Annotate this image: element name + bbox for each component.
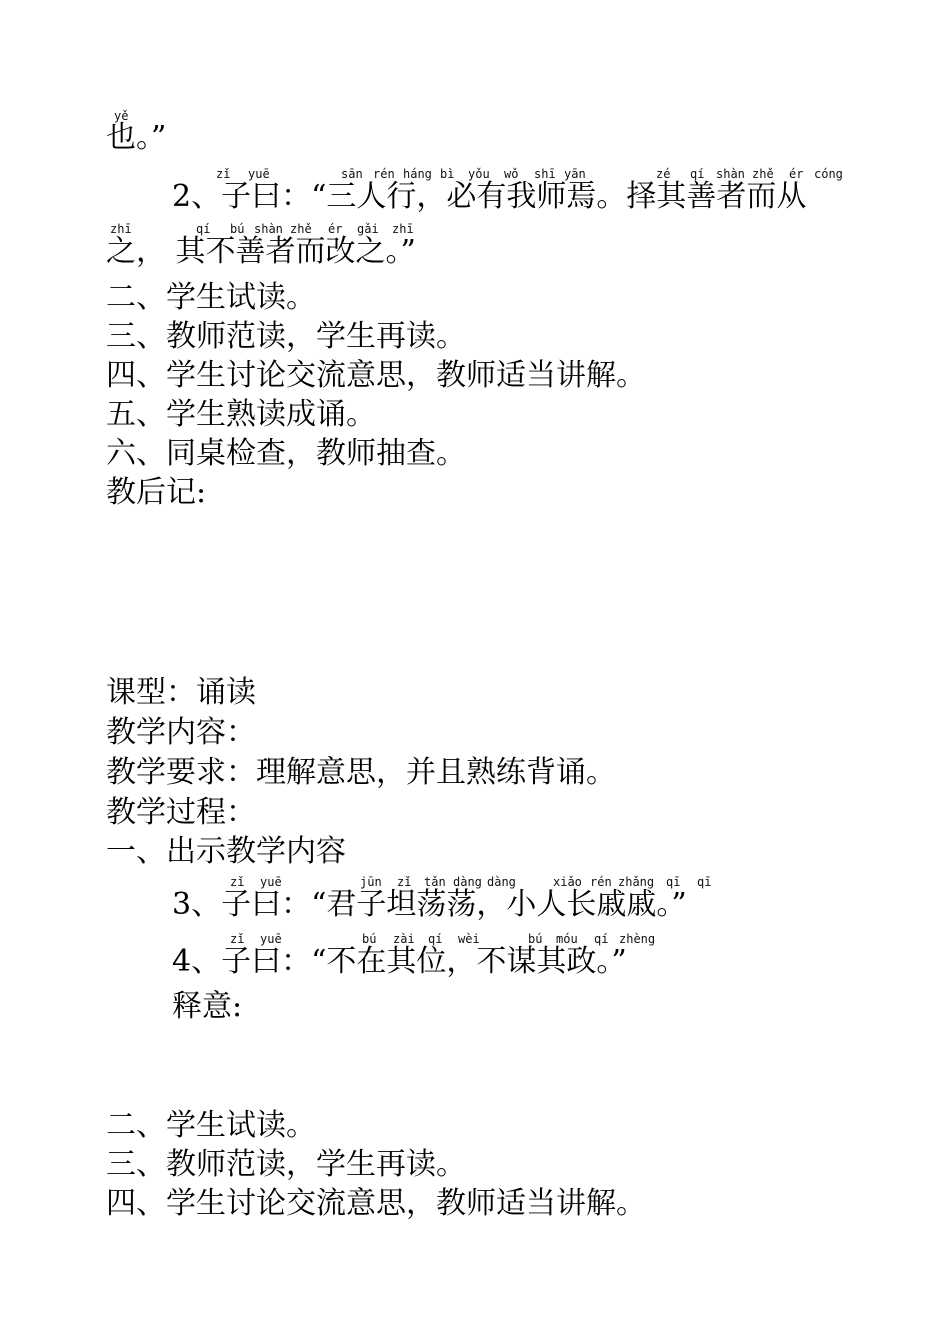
pinyin: yān [564, 167, 586, 181]
pinyin: zài [393, 932, 415, 946]
item2-line2: 之， 其不善者而改之。” [106, 234, 416, 269]
pinyin: qī [697, 875, 712, 889]
pinyin: yuē [260, 932, 282, 946]
pinyin: dàng [453, 875, 482, 889]
step-show-content: 一、出示教学内容 [106, 834, 346, 869]
step-recite: 五、学生熟读成诵。 [106, 397, 376, 432]
step-check: 六、同桌检查，教师抽查。 [106, 436, 466, 471]
pinyin: wèi [458, 932, 480, 946]
pinyin: ér [328, 222, 343, 236]
pinyin: ér [789, 167, 804, 181]
step-try-read-2: 二、学生试读。 [106, 1108, 316, 1143]
teaching-requirement: 教学要求：理解意思，并且熟练背诵。 [106, 755, 616, 790]
item2-line1 [172, 179, 806, 215]
teaching-content: 教学内容： [106, 715, 256, 750]
pinyin: wǒ [504, 167, 519, 181]
pinyin: zǐ [230, 932, 245, 946]
pinyin: qí [428, 932, 443, 946]
pinyin: yuē [248, 167, 270, 181]
pinyin: sān [341, 167, 363, 181]
pinyin: shàn [716, 167, 745, 181]
pinyin: yuē [260, 875, 282, 889]
pinyin: zǐ [397, 875, 412, 889]
pinyin: zé [656, 167, 671, 181]
item2-number: 2、 [172, 179, 222, 214]
pinyin: háng [403, 167, 432, 181]
item4-text: 4、子曰：“不在其位，不谋其政。” [172, 944, 627, 979]
pinyin: cóng [814, 167, 843, 181]
pinyin: zhě [752, 167, 774, 181]
pinyin: móu [556, 932, 578, 946]
item3-text: 3、子曰：“君子坦荡荡，小人长戚戚。” [172, 887, 687, 922]
pinyin: jūn [360, 875, 382, 889]
pinyin: shàn [254, 222, 283, 236]
pinyin: rén [373, 167, 395, 181]
teaching-process: 教学过程： [106, 795, 256, 830]
pinyin: qī [666, 875, 681, 889]
item2-text: 子曰：“三人行，必有我师焉。择其善者而从 [221, 179, 807, 214]
pinyin: zhèng [619, 932, 656, 946]
pinyin: shī [534, 167, 556, 181]
pinyin: qí [594, 932, 609, 946]
pinyin: zǐ [216, 167, 231, 181]
pinyin: zhǎng [618, 875, 655, 889]
pinyin: yǒu [468, 167, 490, 181]
pinyin: gǎi [357, 222, 379, 236]
afterword-label: 教后记: [106, 475, 207, 510]
pinyin: zhī [392, 222, 414, 236]
step-teacher-read: 三、教师范读，学生再读。 [106, 319, 466, 354]
pinyin: zhī [110, 222, 132, 236]
step-teacher-read-2: 三、教师范读，学生再读。 [106, 1147, 466, 1182]
pinyin: tǎn [424, 875, 446, 889]
pinyin: bú [362, 932, 377, 946]
pinyin: zǐ [230, 875, 245, 889]
meaning-label: 释意: [172, 989, 243, 1024]
pinyin: qí [196, 222, 211, 236]
pinyin: zhě [290, 222, 312, 236]
text-ye: 也。” [106, 120, 167, 155]
step-discuss: 四、学生讨论交流意思，教师适当讲解。 [106, 358, 646, 393]
pinyin: rén [590, 875, 612, 889]
pinyin: bì [440, 167, 455, 181]
pinyin: dàng [487, 875, 516, 889]
step-try-read: 二、学生试读。 [106, 280, 316, 315]
pinyin: qí [690, 167, 705, 181]
pinyin-ye: yě [114, 109, 129, 123]
pinyin: bú [528, 932, 543, 946]
lesson-type: 课型：诵读 [106, 675, 256, 710]
pinyin: xiǎo [553, 875, 582, 889]
step-discuss-2: 四、学生讨论交流意思，教师适当讲解。 [106, 1186, 646, 1221]
pinyin: bú [230, 222, 245, 236]
